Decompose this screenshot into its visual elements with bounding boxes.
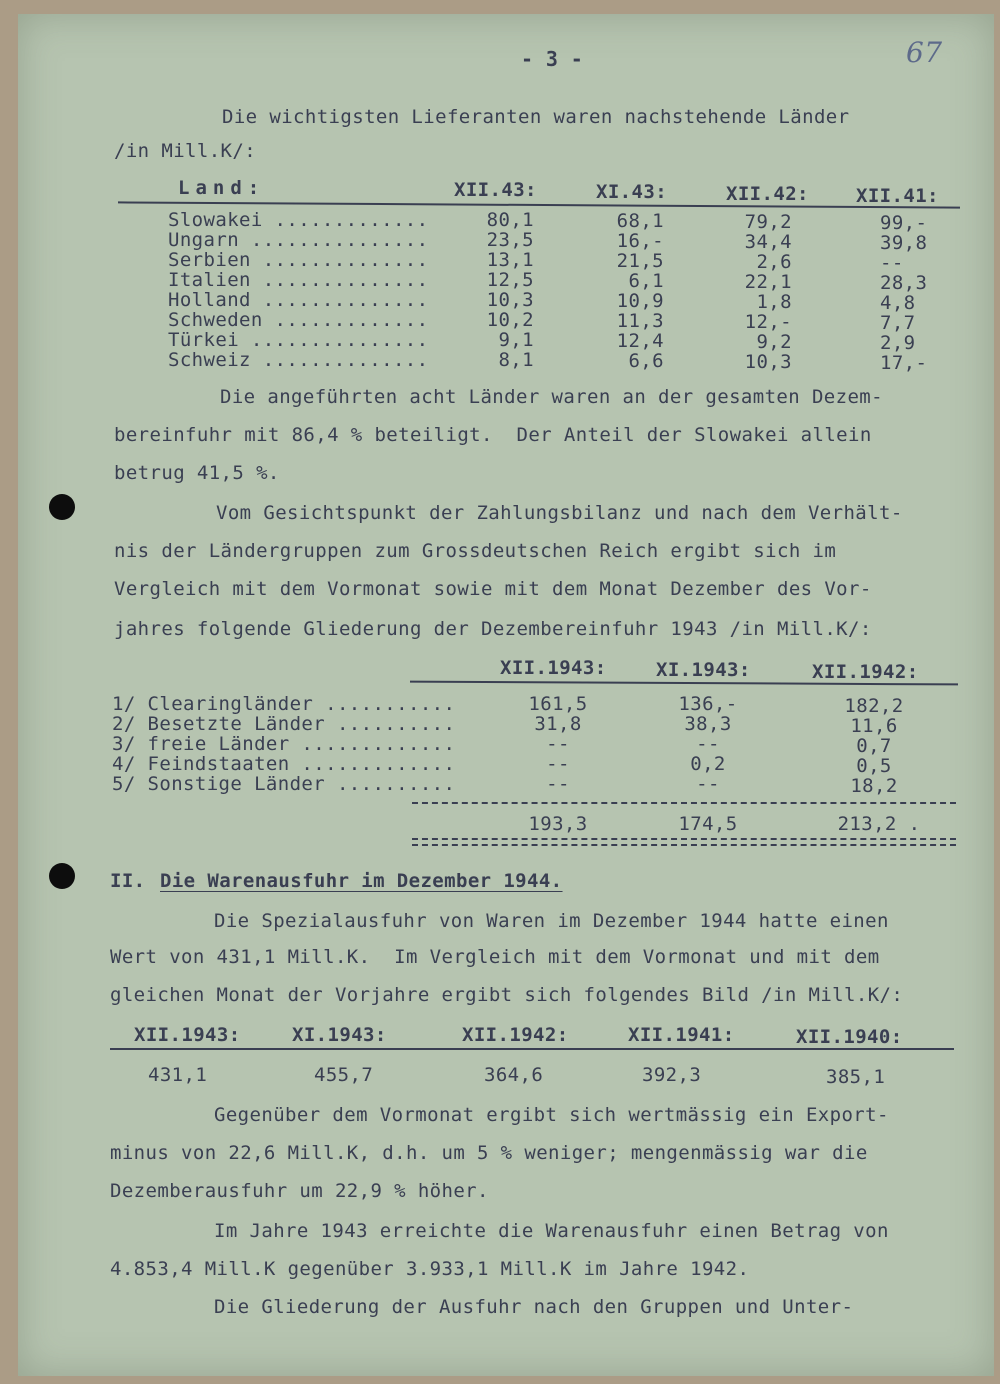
table-cell: 8,1	[498, 349, 534, 371]
paragraph-3-line-1: Die Spezialausfuhr von Waren im Dezember 1944 hatte einen	[214, 910, 889, 932]
paragraph-1-line-3: betrug 41,5 %.	[114, 462, 280, 484]
page-number: - 3 -	[521, 47, 584, 71]
table-row-label: Holland ..............	[168, 289, 429, 311]
table-row-label: Türkei ...............	[168, 329, 429, 351]
table-row-label: 5/ Sonstige Länder ..........	[112, 773, 456, 795]
punch-hole-icon	[49, 494, 75, 520]
section-title: Die Warenausfuhr im Dezember 1944.	[160, 870, 563, 892]
table-cell: --	[696, 773, 720, 795]
table-cell: 4,8	[880, 292, 916, 314]
table-cell: 21,5	[616, 250, 664, 272]
table-row-label: Ungarn ...............	[168, 229, 429, 251]
suppliers-header-rule	[118, 201, 960, 208]
table-cell: 182,2	[844, 695, 904, 717]
groups-sum-rule	[412, 802, 956, 804]
paragraph-2-line-2: nis der Ländergruppen zum Grossdeutschen Reich ergibt sich im	[114, 540, 837, 562]
table-cell: 34,4	[744, 231, 792, 253]
suppliers-header-land: Land:	[178, 177, 266, 199]
intro-line-1: Die wichtigsten Lieferanten waren nachstehende Länder	[222, 106, 850, 128]
table-cell: 31,8	[534, 713, 582, 735]
table-cell: 392,3	[642, 1064, 702, 1086]
table-cell: 99,-	[880, 212, 928, 234]
document-page	[18, 14, 994, 1376]
table-cell: 9,1	[498, 329, 534, 351]
table-cell: 13,1	[486, 249, 534, 271]
table-cell: 0,7	[856, 735, 892, 757]
paragraph-4-line-1: Gegenüber dem Vormonat ergibt sich wertmässig ein Export-	[214, 1104, 889, 1126]
table-row-label: Slowakei .............	[168, 209, 429, 231]
suppliers-header-col1: XII.43:	[454, 179, 537, 201]
paragraph-2-line-1: Vom Gesichtspunkt der Zahlungsbilanz und nach dem Verhält-	[216, 502, 903, 524]
table-cell: 385,1	[826, 1066, 886, 1088]
table-cell: 10,3	[486, 289, 534, 311]
export-header-col4: XII.1941:	[628, 1024, 735, 1046]
table-cell: 23,5	[486, 229, 534, 251]
table-cell: 79,2	[744, 211, 792, 233]
export-header-col1: XII.1943:	[134, 1024, 241, 1046]
paragraph-4-line-3: Dezemberausfuhr um 22,9 % höher.	[110, 1180, 489, 1202]
table-cell: 136,-	[678, 693, 738, 715]
paragraph-2-line-4: jahres folgende Gliederung der Dezembereinfuhr 1943 /in Mill.K/:	[114, 618, 872, 640]
table-cell: 431,1	[148, 1064, 208, 1086]
punch-hole-icon	[49, 863, 75, 889]
groups-total-col3: 213,2 .	[837, 813, 921, 835]
table-cell: 9,2	[756, 331, 792, 353]
groups-header-col3: XII.1942:	[812, 661, 919, 683]
table-cell: 1,8	[756, 291, 792, 313]
table-row-label: Italien ..............	[168, 269, 429, 291]
table-cell: 68,1	[616, 210, 664, 232]
section-number: II.	[110, 870, 146, 892]
table-cell: 11,6	[850, 715, 898, 737]
paragraph-2-line-3: Vergleich mit dem Vormonat sowie mit dem Monat Dezember des Vor-	[114, 578, 872, 600]
table-row-label: 3/ freie Länder .............	[112, 733, 456, 755]
table-cell: 161,5	[528, 693, 588, 715]
table-cell: 38,3	[684, 713, 732, 735]
handwritten-folio: 67	[906, 36, 943, 69]
export-header-col5: XII.1940:	[796, 1026, 903, 1048]
suppliers-header-col4: XII.41:	[856, 185, 939, 207]
intro-line-2: /in Mill.K/:	[114, 140, 257, 162]
paragraph-5-line-2: 4.853,4 Mill.K gegenüber 3.933,1 Mill.K im Jahre 1942.	[110, 1258, 750, 1280]
groups-total-col1: 193,3	[528, 813, 588, 835]
table-cell: 0,2	[690, 753, 726, 775]
table-cell: 455,7	[314, 1064, 374, 1086]
paragraph-1-line-1: Die angeführten acht Länder waren an der gesamten Dezem-	[220, 386, 883, 408]
table-cell: 10,3	[744, 351, 792, 373]
table-cell: 16,-	[616, 230, 664, 252]
paragraph-3-line-3: gleichen Monat der Vorjahre ergibt sich folgendes Bild /in Mill.K/:	[110, 984, 904, 1006]
paragraph-6-line-1: Die Gliederung der Ausfuhr nach den Gruppen und Unter-	[214, 1296, 854, 1318]
table-row-label: 2/ Besetzte Länder ..........	[112, 713, 456, 735]
export-header-col3: XII.1942:	[462, 1024, 569, 1046]
table-cell: 7,7	[880, 312, 916, 334]
table-cell: 22,1	[744, 271, 792, 293]
table-row-label: Schweden .............	[168, 309, 429, 331]
table-row-label: Schweiz ..............	[168, 349, 429, 371]
table-cell: --	[546, 733, 570, 755]
table-row-label: Serbien ..............	[168, 249, 429, 271]
table-cell: 10,2	[486, 309, 534, 331]
table-cell: 0,5	[856, 755, 892, 777]
table-cell: 6,1	[628, 270, 664, 292]
table-cell: --	[696, 733, 720, 755]
suppliers-header-col3: XII.42:	[726, 183, 809, 205]
table-row-label: 1/ Clearingländer ...........	[112, 693, 456, 715]
groups-header-col2: XI.1943:	[656, 659, 751, 681]
table-cell: 6,6	[628, 350, 664, 372]
table-cell: 39,8	[880, 232, 928, 254]
table-cell: 12,4	[616, 330, 664, 352]
export-header-col2: XI.1943:	[292, 1024, 387, 1046]
groups-total-col2: 174,5	[678, 813, 738, 835]
table-cell: --	[880, 252, 904, 274]
groups-total-double-rule	[412, 838, 956, 846]
table-cell: 12,5	[486, 269, 534, 291]
groups-header-col1: XII.1943:	[500, 657, 607, 679]
export-header-rule	[110, 1048, 954, 1050]
paragraph-1-line-2: bereinfuhr mit 86,4 % beteiligt. Der Anteil der Slowakei allein	[114, 424, 872, 446]
table-cell: 80,1	[486, 209, 534, 231]
table-cell: --	[546, 753, 570, 775]
table-cell: 11,3	[616, 310, 664, 332]
table-cell: 364,6	[484, 1064, 544, 1086]
table-cell: 2,6	[756, 251, 792, 273]
paragraph-5-line-1: Im Jahre 1943 erreichte die Warenausfuhr einen Betrag von	[214, 1220, 889, 1242]
table-cell: 2,9	[880, 332, 916, 354]
table-row-label: 4/ Feindstaaten .............	[112, 753, 456, 775]
table-cell: 18,2	[850, 775, 898, 797]
table-cell: 28,3	[880, 272, 928, 294]
table-cell: 17,-	[880, 352, 928, 374]
suppliers-header-col2: XI.43:	[596, 181, 668, 203]
paragraph-4-line-2: minus von 22,6 Mill.K, d.h. um 5 % weniger; mengenmässig war die	[110, 1142, 868, 1164]
table-cell: --	[546, 773, 570, 795]
table-cell: 12,-	[744, 311, 792, 333]
paragraph-3-line-2: Wert von 431,1 Mill.K. Im Vergleich mit dem Vormonat und mit dem	[110, 946, 880, 968]
table-cell: 10,9	[616, 290, 664, 312]
